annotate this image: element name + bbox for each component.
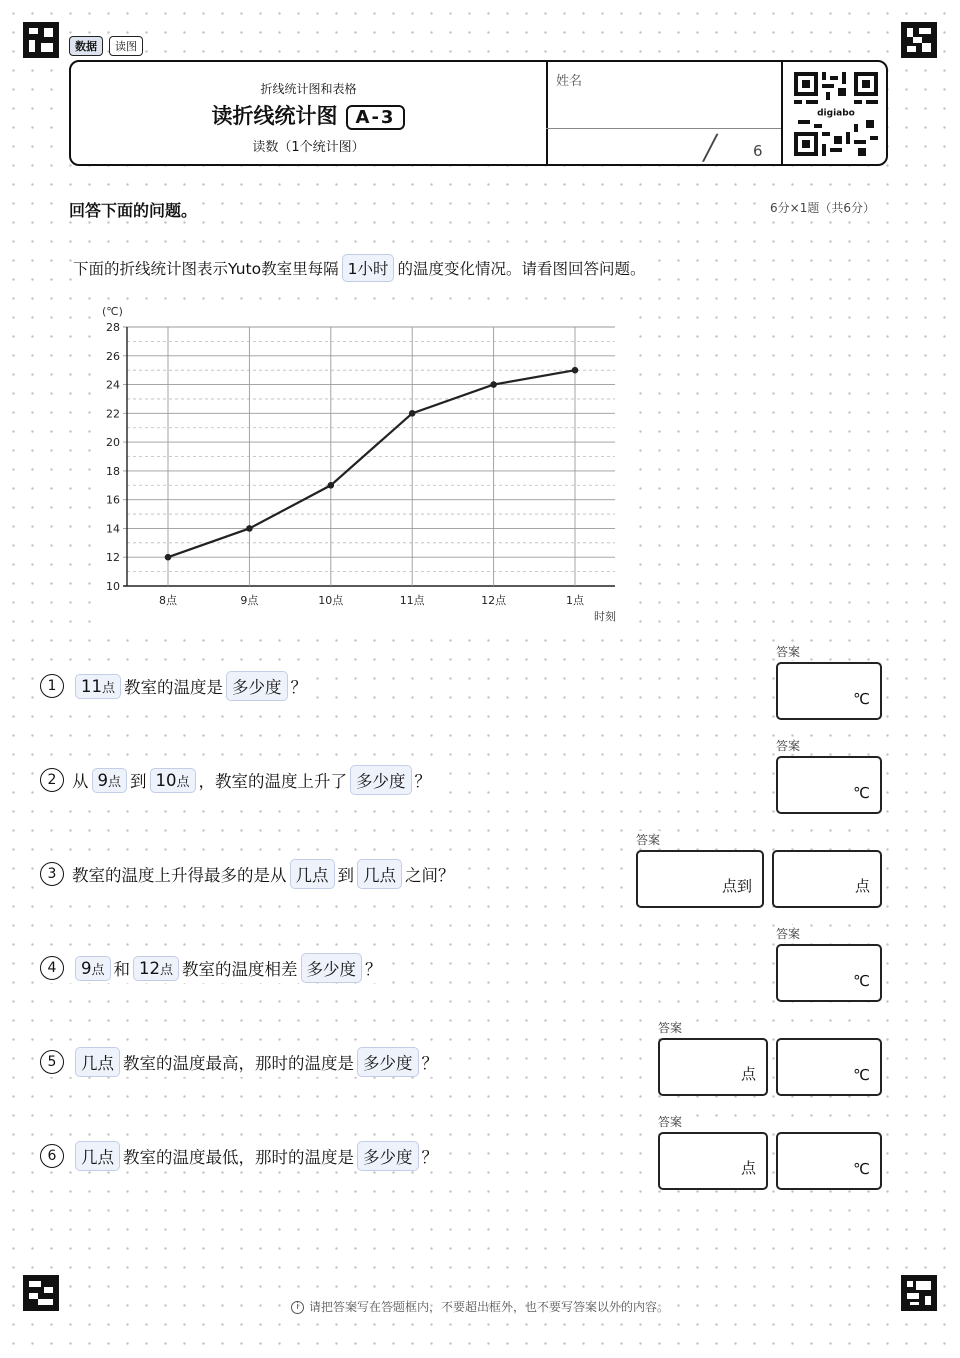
worksheet-header	[69, 60, 888, 166]
footer-notice	[0, 1298, 960, 1315]
y-tick-label: 22	[106, 407, 120, 421]
question-text: ，教室的温度上升了	[198, 772, 348, 791]
answer-unit: 点到	[721, 877, 752, 895]
name-field-label[interactable]: 姓名	[556, 74, 583, 89]
question-3	[40, 859, 459, 889]
tag-data: 数据	[69, 36, 103, 56]
data-point	[409, 410, 416, 417]
x-tick-label: 11点	[399, 594, 425, 607]
x-axis-label: 时刻	[594, 610, 616, 623]
question-4	[40, 953, 386, 983]
corner-marker-top-left	[23, 22, 59, 58]
name-field-underline	[546, 128, 781, 129]
key-unit: 点	[108, 774, 122, 790]
answer-label: 答案	[658, 1115, 683, 1129]
x-tick-label: 10点	[318, 594, 344, 607]
tag-list	[69, 36, 143, 56]
key-value: 几点	[81, 1148, 114, 1167]
question-6	[40, 1141, 442, 1171]
x-tick-label: 1点	[566, 594, 584, 607]
key-value: 多少度	[306, 960, 357, 979]
footer-text: 请把答案写在答题框内，不要超出框外，也不要写答案以外的内容。	[308, 1300, 669, 1314]
key-value: 多少度	[363, 1148, 413, 1167]
question-text: ？	[365, 960, 382, 979]
question-text: 教室的温度最低，那时的温度是	[123, 1148, 354, 1167]
question-text: ？	[290, 678, 308, 697]
y-tick-label: 20	[106, 436, 120, 450]
question-key-box	[75, 674, 121, 699]
question-number: 3	[40, 862, 64, 886]
question-text: ？	[414, 772, 432, 791]
answer-label: 答案	[636, 833, 661, 847]
answer-box[interactable]	[658, 1132, 768, 1190]
question-key-box	[92, 768, 128, 793]
question-key-box	[350, 765, 412, 795]
answer-unit: 点	[854, 877, 870, 895]
question-text: 到	[337, 866, 354, 885]
question-text: 教室的温度最高，那时的温度是	[123, 1054, 354, 1073]
answer-box[interactable]	[658, 1038, 768, 1096]
question-text: 教室的温度是	[124, 678, 224, 697]
data-point	[572, 367, 579, 374]
y-axis-label: (℃)	[102, 305, 123, 318]
question-number: 5	[40, 1050, 64, 1074]
key-value: 9	[81, 958, 92, 978]
question-key-box	[290, 859, 335, 889]
question-key-box	[75, 956, 111, 981]
intro-text-post: 的温度变化情况。请看图回答问题。	[397, 260, 646, 278]
question-text: 之间？	[405, 866, 455, 885]
key-value: 多少度	[356, 772, 406, 791]
answer-box[interactable]	[636, 850, 764, 908]
score-info: 6分×1题（共6分）	[770, 201, 875, 215]
key-value: 多少度	[232, 678, 282, 697]
header-description: 读数（1个统计图）	[252, 140, 365, 155]
question-key-box	[357, 1047, 419, 1077]
question-key-box	[75, 1141, 120, 1171]
header-title-block	[71, 62, 546, 164]
y-tick-label: 24	[106, 378, 120, 392]
answer-unit: ℃	[853, 972, 870, 990]
y-tick-label: 10	[106, 580, 120, 593]
qr-label: digiabo	[817, 108, 855, 119]
intro-interval-box: 1小时	[342, 254, 395, 282]
problem-intro	[73, 254, 645, 282]
key-unit: 点	[102, 680, 116, 696]
y-tick-label: 26	[106, 349, 120, 363]
score-total: 6	[753, 142, 763, 160]
question-text: 教室的温度相差	[182, 960, 298, 979]
y-tick-label: 16	[106, 493, 120, 507]
answer-label: 答案	[776, 927, 801, 941]
question-text: ？	[421, 1148, 438, 1167]
y-tick-label: 12	[106, 551, 120, 565]
key-value: 12	[139, 958, 161, 978]
tag-chart-reading: 读图	[109, 36, 143, 56]
answer-unit: 点	[740, 1065, 756, 1083]
header-divider	[781, 62, 783, 164]
question-number: 1	[40, 674, 64, 698]
question-number: 6	[40, 1144, 64, 1168]
question-key-box	[357, 1141, 419, 1171]
data-point	[165, 554, 172, 561]
question-text: 和	[113, 960, 131, 979]
page-title-text: 读折线统计图	[211, 104, 338, 128]
key-value: 10	[155, 770, 177, 790]
question-text: 到	[130, 772, 147, 791]
level-code: A-3	[346, 105, 406, 130]
question-key-box	[150, 768, 196, 793]
key-unit: 点	[91, 962, 105, 978]
x-tick-label: 8点	[159, 594, 177, 607]
question-1	[40, 671, 311, 701]
y-tick-label: 18	[106, 464, 120, 478]
y-tick-label: 28	[106, 321, 120, 334]
header-subtitle: 折线统计图和表格	[260, 82, 357, 96]
question-key-box	[357, 859, 402, 889]
question-5	[40, 1047, 442, 1077]
header-divider	[546, 62, 548, 164]
answer-unit: ℃	[853, 1160, 870, 1178]
question-number: 4	[40, 956, 64, 980]
question-text: 从	[72, 772, 89, 791]
question-key-box	[75, 1047, 120, 1077]
question-text: 教室的温度上升得最多的是从	[72, 866, 287, 885]
question-2	[40, 765, 435, 795]
answer-unit: 点	[740, 1159, 756, 1177]
question-text: ？	[421, 1054, 438, 1073]
answer-box[interactable]	[776, 1132, 882, 1190]
data-point	[246, 525, 253, 532]
data-point	[328, 482, 335, 489]
key-value: 9	[97, 770, 108, 790]
x-tick-label: 9点	[240, 594, 259, 607]
qr-code-icon[interactable]	[794, 72, 878, 156]
key-value: 几点	[81, 1054, 114, 1073]
answer-label: 答案	[776, 739, 801, 753]
answer-box[interactable]	[776, 944, 882, 1002]
question-key-box	[226, 671, 288, 701]
answer-unit: ℃	[853, 784, 870, 802]
key-value: 几点	[295, 866, 329, 885]
question-key-box	[301, 953, 363, 983]
data-point	[490, 381, 497, 388]
x-tick-label: 12点	[481, 594, 507, 607]
y-tick-label: 14	[106, 522, 120, 536]
temperature-line-chart	[92, 300, 632, 630]
answer-unit: ℃	[853, 690, 870, 708]
key-value: 11	[81, 676, 102, 696]
question-number: 2	[40, 768, 64, 792]
key-unit: 点	[160, 962, 174, 978]
answer-box[interactable]	[776, 1038, 882, 1096]
score-slash: ╱	[703, 134, 718, 162]
answer-box[interactable]	[776, 756, 882, 814]
intro-text-pre: 下面的折线统计图表示Yuto教室里每隔	[73, 260, 339, 278]
key-unit: 点	[176, 774, 190, 790]
answer-box[interactable]	[772, 850, 882, 908]
page-title	[71, 100, 546, 130]
key-value: 多少度	[363, 1054, 413, 1073]
info-icon: i	[291, 1301, 304, 1314]
key-value: 几点	[363, 866, 396, 885]
instruction-text: 回答下面的问题。	[69, 198, 197, 221]
answer-label: 答案	[658, 1021, 683, 1035]
answer-box[interactable]	[776, 662, 882, 720]
question-key-box	[133, 956, 179, 981]
corner-marker-top-right	[901, 22, 937, 58]
answer-label: 答案	[776, 645, 801, 659]
answer-unit: ℃	[853, 1066, 870, 1084]
